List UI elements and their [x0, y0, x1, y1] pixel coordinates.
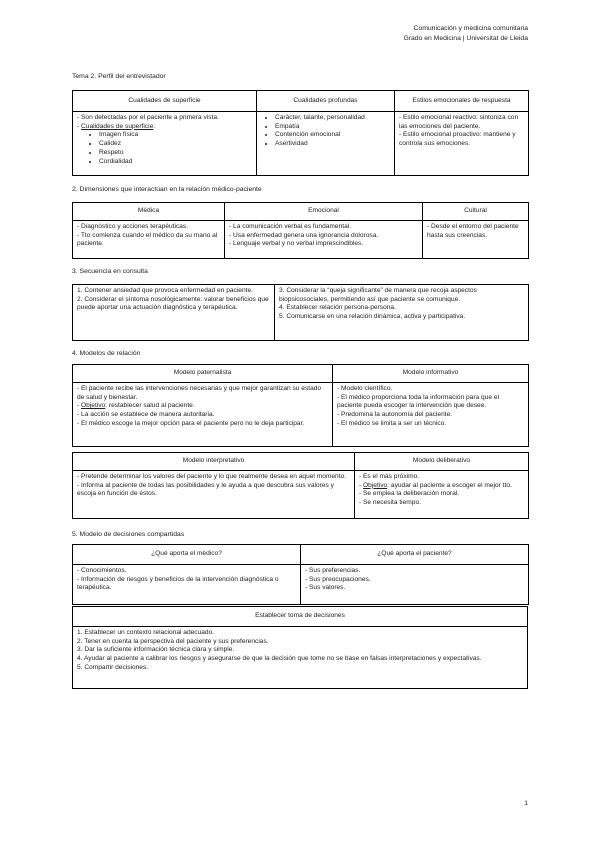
- section-3-title: 3. Secuencia en consulta: [72, 268, 148, 275]
- toma-line: 1. Establecer un contexto relacional adecuado.: [77, 629, 215, 636]
- cell-paternalista: [73, 383, 333, 447]
- paso-1: 1. Contener ansiedad que provoca enfermedad en paciente.: [77, 287, 253, 294]
- superficie-sub-label: Cualidades de superficie: [81, 122, 154, 130]
- cell-superficie: [73, 112, 257, 176]
- list-item: • Contención emocional: [275, 131, 390, 140]
- informativo-line: - El médico se limita a ser un técnico.: [337, 419, 447, 427]
- objetivo-text: : restablecer salud al paciente.: [105, 402, 195, 410]
- paternalista-line: - El paciente recibe las intervenciones necesarias y que mejor garantizan su estado de salud y bienestar.: [77, 385, 322, 401]
- objetivo-prefix: -: [359, 481, 364, 489]
- list-item: • Cordialidad: [99, 158, 252, 167]
- list-item: • Respeto: [99, 149, 252, 158]
- medico-line: - Información de riesgos y beneficios de la intervención diagnóstica o terapéutica.: [77, 575, 279, 592]
- paso-5: 5. Comunicarse en una relación dinámica, activa y participativa.: [279, 313, 466, 321]
- cell-profundas: [257, 112, 395, 176]
- col-header-emocional: Emocional: [225, 203, 423, 221]
- emocional-line: - La comunicación verbal es fundamental.: [229, 223, 352, 230]
- cell-secuencia-right: [275, 285, 529, 341]
- superficie-sub-colon: :: [153, 122, 156, 130]
- list-item: • Carácter, talante, personalidad: [275, 114, 390, 123]
- col-header-profundas: Cualidades profundas: [257, 91, 395, 112]
- col-header-paciente: ¿Qué aporta el paciente?: [301, 545, 529, 565]
- toma-line: 2. Tener en cuenta la perspectiva del paciente y sus preferencias.: [77, 637, 269, 645]
- deliberativo-line: - Es el más próximo.: [359, 473, 420, 480]
- page-number: 1: [524, 800, 528, 807]
- deliberativo-line: - Se necesita tiempo.: [359, 499, 421, 507]
- course-title: Comunicación y medicina comunitaria: [413, 25, 528, 32]
- paso-4: 4. Establecer relación persona-persona.: [279, 304, 396, 312]
- medica-line: - Tto comienza cuando el médico da su mano al paciente.: [77, 231, 218, 248]
- col-header-cultural: Cultural: [423, 203, 529, 221]
- col-header-informativo: Modelo informativo: [333, 365, 529, 383]
- cell-toma-decisiones: [73, 627, 528, 689]
- paternalista-line: - La acción se establece de manera autoritaria.: [77, 411, 215, 419]
- estilo-proactivo: - Estilo emocional proactivo: mantiene y controla sus emociones.: [399, 131, 516, 148]
- cell-informativo: [333, 383, 529, 447]
- table-perfil-entrevistador: [72, 90, 529, 176]
- objetivo-label: Objetivo: [363, 481, 388, 489]
- deliberativo-objetivo: [359, 482, 524, 491]
- col-header-interpretativo: Modelo interpretativo: [73, 453, 355, 471]
- table-modelos-2: [72, 452, 529, 519]
- medico-line: - Conocimientos.: [77, 567, 127, 574]
- paternalista-objetivo: [77, 402, 328, 411]
- paso-3: 3. Considerar la “queja significante” de manera que recoja aspectos biopsicosociales, permitiendo así que paciente se comunique.: [279, 287, 477, 303]
- interpretativo-line: - Informa al paciente de todas las posibilidades y le ayuda a que descubra sus valores y escoja en función de éstos.: [77, 481, 334, 498]
- cultural-line: - Desde el entorno del paciente hasta sus creencias.: [427, 223, 519, 239]
- medica-line: - Diagnóstico y acciones terapéuticas.: [77, 223, 189, 230]
- table-secuencia: [72, 284, 529, 341]
- profundas-list: [261, 114, 390, 149]
- section-5-title: 5. Modelo de decisiones compartidas: [72, 531, 185, 538]
- col-header-medica: Médica: [73, 203, 225, 221]
- list-item: • Asertividad: [275, 140, 390, 149]
- toma-line: 4. Ayudar al paciente a calibrar los riesgos y asegurarse de que la decisión que tome no se base en falsas interpretaciones y expectativas.: [77, 655, 482, 663]
- deliberativo-line: - Se emplea la deliberación moral.: [359, 490, 460, 498]
- section-4-title: 4. Modelos de relación: [72, 350, 141, 357]
- cell-aporta-paciente: [301, 565, 529, 605]
- table-dimensiones: [72, 202, 529, 259]
- list-item: • Empatía: [275, 123, 390, 132]
- paciente-line: - Sus preocupaciones.: [305, 575, 371, 583]
- objetivo-text: : ayudar al paciente a escoger el mejor tto.: [387, 481, 512, 489]
- superficie-list: [77, 131, 252, 166]
- superficie-intro: - Son detectadas por el paciente a primera vista.: [77, 114, 219, 121]
- estilo-reactivo: - Estilo emocional reactivo: sintoniza con las emociones del paciente.: [399, 114, 519, 130]
- toma-line: 3. Dar la suficiente información técnica clara y simple.: [77, 646, 235, 654]
- toma-line: 5. Compartir decisiones.: [77, 663, 149, 671]
- running-header: [403, 24, 528, 43]
- col-header-toma-decisiones: Establecer toma de decisiones: [73, 607, 528, 627]
- course-subtitle: Grado en Medicina | Universitat de Lleida: [403, 34, 528, 42]
- list-item: • Calidez: [99, 140, 252, 149]
- cell-emocional: [225, 221, 423, 259]
- cell-interpretativo: [73, 471, 355, 519]
- paso-2: 2. Considerar el síntoma nosológicamente: valorar beneficios que puede aportar una actuación diagnóstica y terapéutica.: [77, 295, 269, 312]
- cell-aporta-medico: [73, 565, 301, 605]
- informativo-line: - Modelo científico.: [337, 385, 393, 392]
- informativo-line: - El médico proporciona toda la información para que el paciente pueda escoger la intervención que desee.: [337, 393, 500, 410]
- paciente-line: - Sus preferencias.: [305, 567, 361, 574]
- emocional-line: - Usa enfermedad genera una ignorancia dolorosa.: [229, 231, 379, 239]
- objetivo-label: Objetivo: [81, 402, 106, 410]
- col-header-paternalista: Modelo paternalista: [73, 365, 333, 383]
- table-decisiones: [72, 544, 529, 605]
- col-header-estilos: Estilos emocionales de respuesta: [395, 91, 529, 112]
- section-2-title: 2. Dimensiones que interactúan en la relación médico-paciente: [72, 186, 262, 193]
- paternalista-line: - El médico escoge la mejor opción para el paciente pero no le deja participar.: [77, 419, 305, 427]
- emocional-line: - Lenguaje verbal y no verbal imprescindibles.: [229, 240, 364, 248]
- col-header-medico: ¿Qué aporta el médico?: [73, 545, 301, 565]
- superficie-sub: - Cualidades de superficie:: [77, 122, 156, 130]
- cell-cultural: [423, 221, 529, 259]
- cell-medica: [73, 221, 225, 259]
- cell-secuencia-left: [73, 285, 275, 341]
- table-toma-decisiones: [72, 606, 528, 689]
- cell-estilos: [395, 112, 529, 176]
- interpretativo-line: - Pretende determinar los valores del paciente y lo que realmente desea en aquel momento.: [77, 473, 347, 480]
- paciente-line: - Sus valores.: [305, 584, 346, 592]
- section-1-title: Tema 2. Perfil del entrevistador: [72, 73, 166, 80]
- informativo-line: - Predomina la autonomía del paciente.: [337, 411, 453, 419]
- col-header-deliberativo: Modelo deliberativo: [355, 453, 529, 471]
- objetivo-prefix: -: [77, 402, 82, 410]
- table-modelos-1: [72, 364, 529, 447]
- list-item: • Imagen física: [99, 131, 252, 140]
- cell-deliberativo: [355, 471, 529, 519]
- col-header-superficie: Cualidades de superficie: [73, 91, 257, 112]
